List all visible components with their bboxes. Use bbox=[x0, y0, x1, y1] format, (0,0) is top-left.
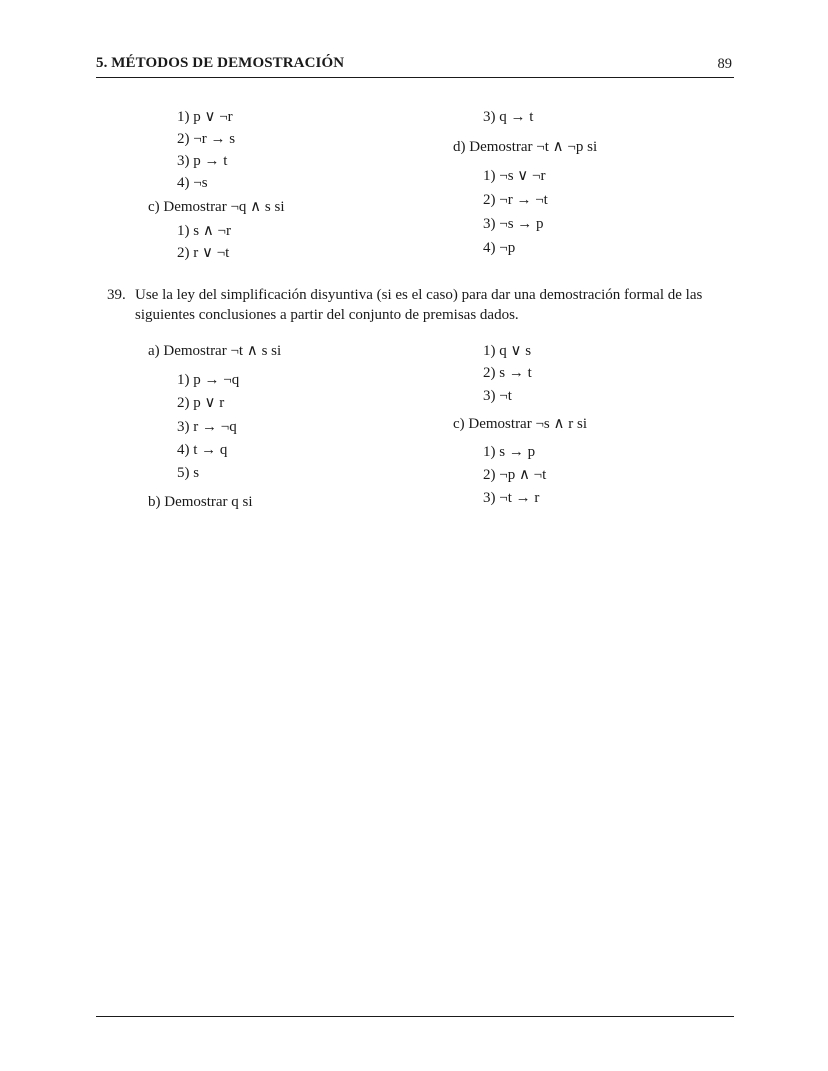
subexercise-heading: a) Demostrar ¬t ∧ s si bbox=[148, 343, 282, 359]
list-item: 5) s bbox=[177, 465, 200, 481]
subexercise-heading: d) Demostrar ¬t ∧ ¬p si bbox=[453, 139, 598, 155]
subexercise-heading: b) Demostrar q si bbox=[148, 494, 253, 510]
page-header bbox=[96, 55, 734, 78]
list-item: 4) ¬s bbox=[177, 175, 208, 191]
page-number: 89 bbox=[717, 56, 732, 72]
subexercise-heading: c) Demostrar ¬q ∧ s si bbox=[148, 199, 285, 215]
list-item: 2) p ∨ r bbox=[177, 395, 225, 411]
list-item: 1) p → ¬q bbox=[177, 372, 240, 388]
list-item: 2) r ∨ ¬t bbox=[177, 245, 230, 261]
list-item: 2) ¬r → ¬t bbox=[483, 192, 548, 208]
footer-divider bbox=[96, 1016, 734, 1017]
list-item: 1) s → p bbox=[483, 444, 536, 460]
list-item: 1) p ∨ ¬r bbox=[177, 109, 233, 125]
chapter-title: 5. MÉTODOS DE DEMOSTRACIÓN bbox=[96, 55, 345, 71]
list-item: 4) t → q bbox=[177, 442, 228, 458]
list-item: 1) s ∧ ¬r bbox=[177, 223, 232, 239]
list-item: 3) ¬t bbox=[483, 388, 512, 404]
list-item: 3) q → t bbox=[483, 109, 534, 125]
list-item: 1) ¬s ∨ ¬r bbox=[483, 168, 546, 184]
list-item: 2) ¬p ∧ ¬t bbox=[483, 467, 547, 483]
list-item: 1) q ∨ s bbox=[483, 343, 532, 359]
list-item: 3) r → ¬q bbox=[177, 419, 237, 435]
problem-statement: Use la ley del simplificación disyuntiva (si es el caso) para dar una demostración formal de las siguientes conclusiones a partir del conjunto de premisas dados. bbox=[135, 287, 703, 323]
list-item: 3) p → t bbox=[177, 153, 228, 169]
list-item: 4) ¬p bbox=[483, 240, 516, 256]
list-item: 2) ¬r → s bbox=[177, 131, 236, 147]
list-item: 2) s → t bbox=[483, 365, 532, 381]
list-item: 3) ¬s → p bbox=[483, 216, 544, 232]
list-item: 3) ¬t → r bbox=[483, 490, 540, 506]
problem-number: 39. bbox=[107, 287, 126, 303]
subexercise-heading: c) Demostrar ¬s ∧ r si bbox=[453, 416, 587, 432]
